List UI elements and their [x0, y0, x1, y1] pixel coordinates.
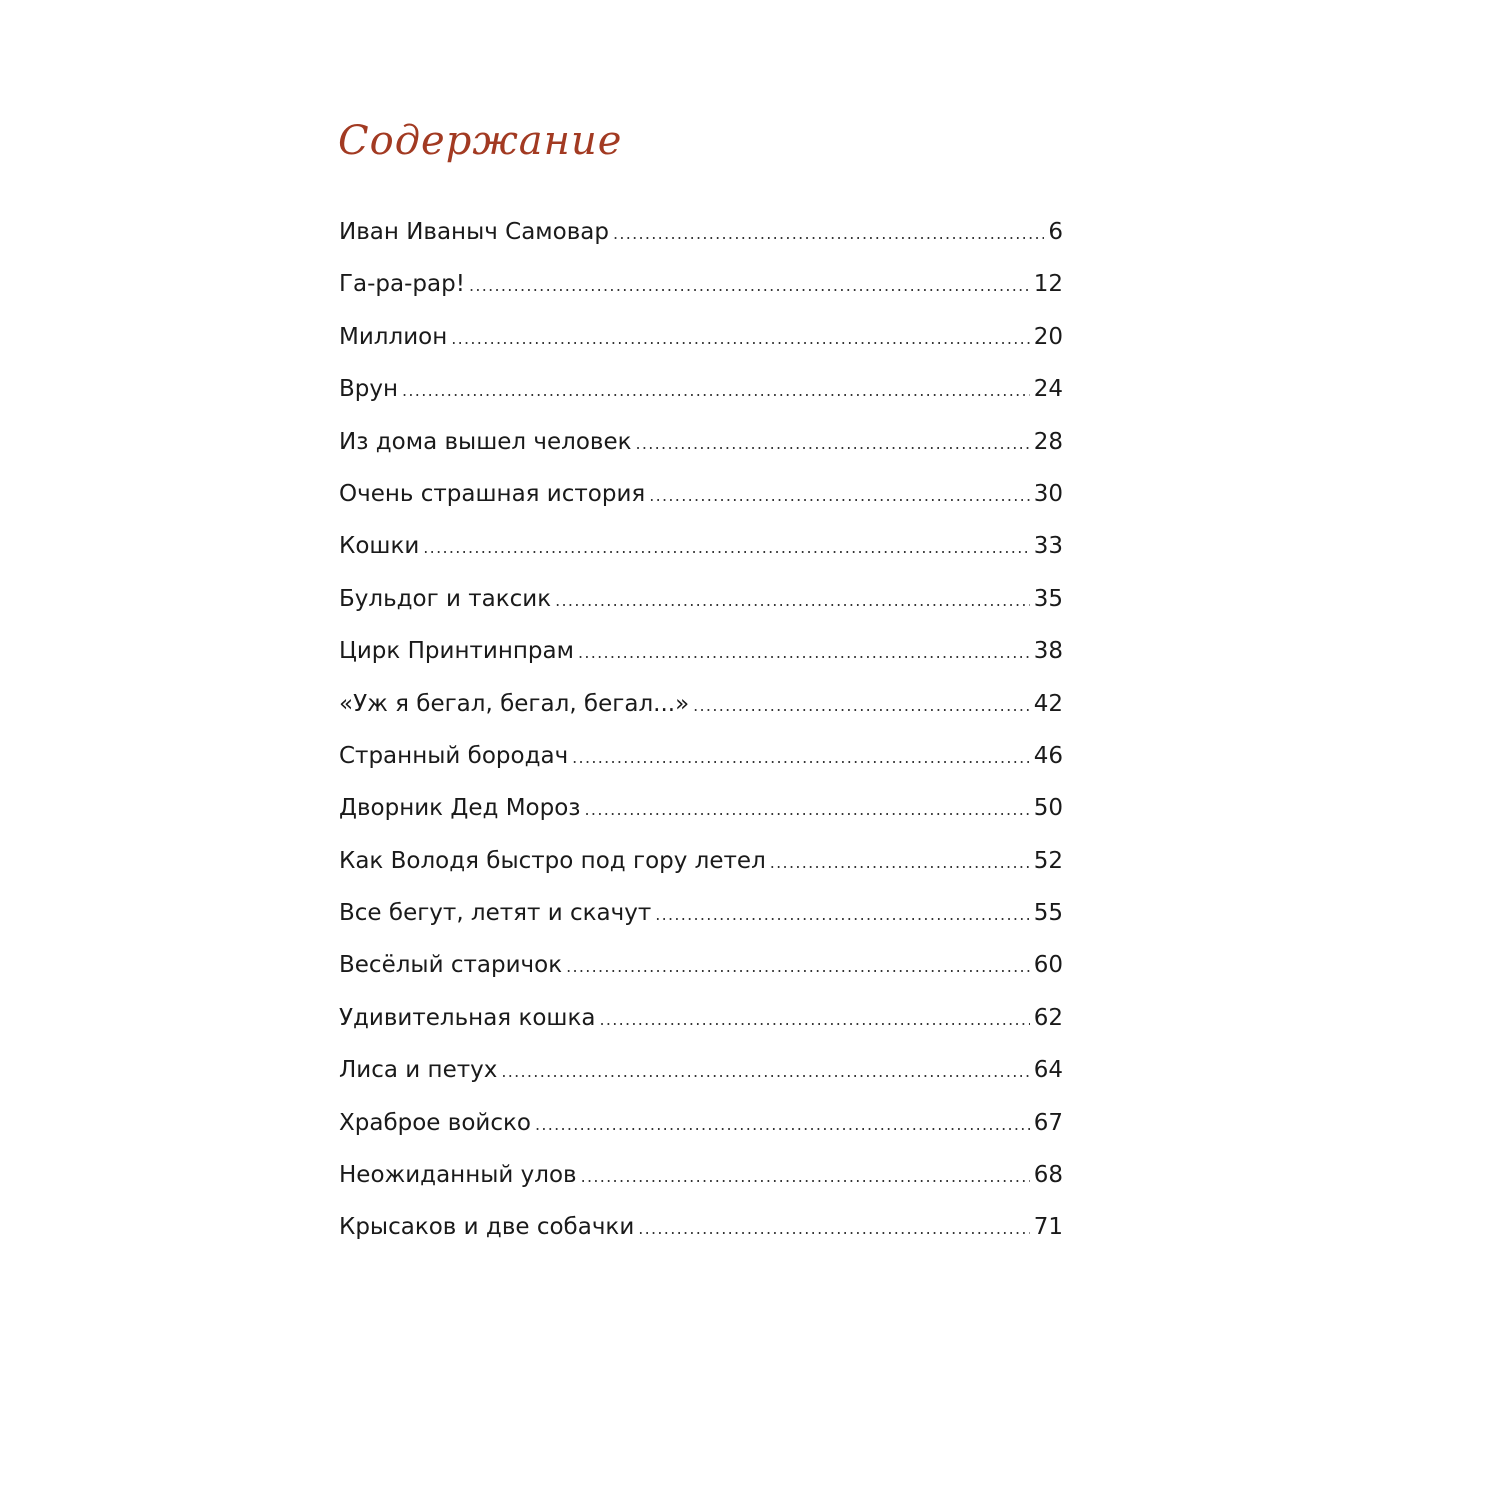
toc-entry[interactable]	[339, 1044, 1063, 1096]
toc-entry-title: Очень страшная история	[339, 480, 646, 507]
toc-entry-page: 42	[1033, 690, 1063, 717]
toc-entry-title: Врун	[339, 376, 399, 403]
dot-leader	[613, 208, 1044, 260]
dot-leader	[581, 1151, 1030, 1203]
toc-entry-page: 64	[1033, 1057, 1063, 1084]
toc-entry-title: Крысаков и две собачки	[339, 1214, 635, 1241]
dot-leader	[501, 1046, 1029, 1098]
toc-entry-page: 67	[1033, 1109, 1063, 1136]
toc-entry-page: 12	[1033, 271, 1063, 298]
toc-entry-title: Все бегут, летят и скачут	[339, 900, 652, 927]
toc-entry[interactable]	[339, 835, 1063, 887]
toc-entry-page: 35	[1033, 585, 1063, 612]
toc-entry-title: Храброе войско	[339, 1109, 531, 1136]
dot-leader	[578, 627, 1030, 679]
toc-entry[interactable]	[339, 1097, 1063, 1149]
toc-entry[interactable]	[339, 730, 1063, 782]
toc-entry[interactable]	[339, 258, 1063, 310]
toc-entry[interactable]	[339, 939, 1063, 991]
toc-entry[interactable]	[339, 1149, 1063, 1201]
toc-entry-title: Весёлый старичок	[339, 952, 563, 979]
dot-leader	[693, 680, 1030, 732]
toc-entry-title: Неожиданный улов	[339, 1162, 577, 1189]
dot-leader	[566, 941, 1030, 993]
toc-entry-title: «Уж я бегал, бегал, бегал...»	[339, 690, 690, 717]
dot-leader	[572, 732, 1030, 784]
dot-leader	[555, 575, 1030, 627]
toc-entry[interactable]	[339, 520, 1063, 572]
toc-entry[interactable]	[339, 887, 1063, 939]
dot-leader	[423, 522, 1029, 574]
toc-entry-page: 30	[1033, 480, 1063, 507]
toc-entry[interactable]	[339, 678, 1063, 730]
dot-leader	[469, 260, 1030, 312]
dot-leader	[649, 470, 1029, 522]
toc-entry-page: 52	[1033, 847, 1063, 874]
dot-leader	[599, 994, 1029, 1046]
toc-entry-page: 46	[1033, 742, 1063, 769]
toc-entry-title: Лиса и петух	[339, 1057, 498, 1084]
toc-entry-page: 71	[1033, 1214, 1063, 1241]
toc-entry[interactable]	[339, 311, 1063, 363]
toc-entry-page: 38	[1033, 638, 1063, 665]
toc-entry-title: Кошки	[339, 533, 420, 560]
dot-leader	[402, 365, 1030, 417]
toc-entry[interactable]	[339, 468, 1063, 520]
toc-entry[interactable]	[339, 206, 1063, 258]
toc-entry[interactable]	[339, 1201, 1063, 1253]
toc-entry-title: Удивительная кошка	[339, 1004, 596, 1031]
toc-entry-title: Цирк Принтинпрам	[339, 638, 574, 665]
toc-entry-page: 62	[1033, 1004, 1063, 1031]
toc-entry-page: 33	[1033, 533, 1063, 560]
dot-leader	[655, 889, 1030, 941]
dot-leader	[535, 1099, 1030, 1151]
toc-entry-page: 50	[1033, 795, 1063, 822]
dot-leader	[770, 837, 1030, 889]
dot-leader	[638, 1203, 1029, 1255]
toc-heading: Содержание	[338, 118, 623, 164]
toc-entry[interactable]	[339, 782, 1063, 834]
toc-entry-page: 6	[1048, 219, 1063, 245]
dot-leader	[585, 784, 1030, 836]
toc-entry-title: Странный бородач	[339, 742, 569, 769]
toc-entry[interactable]	[339, 573, 1063, 625]
toc-entry-title: Как Володя быстро под гору летел	[339, 847, 766, 874]
toc-entry-page: 55	[1033, 900, 1063, 927]
toc-entry-title: Из дома вышел человек	[339, 428, 632, 455]
toc-list	[339, 206, 1063, 1254]
toc-entry-title: Га-ра-рар!	[339, 271, 465, 298]
toc-entry[interactable]	[339, 363, 1063, 415]
toc-entry-title: Бульдог и таксик	[339, 585, 552, 612]
toc-entry-page: 28	[1033, 428, 1063, 455]
toc-entry-title: Иван Иваныч Самовар	[339, 219, 609, 245]
toc-entry-page: 60	[1033, 952, 1063, 979]
toc-entry[interactable]	[339, 992, 1063, 1044]
dot-leader	[636, 418, 1030, 470]
toc-entry[interactable]	[339, 625, 1063, 677]
toc-entry-title: Дворник Дед Мороз	[339, 795, 581, 822]
dot-leader	[451, 313, 1029, 365]
toc-entry-title: Миллион	[339, 323, 448, 350]
toc-entry-page: 24	[1033, 376, 1063, 403]
toc-entry-page: 68	[1033, 1162, 1063, 1189]
toc-entry[interactable]	[339, 416, 1063, 468]
toc-entry-page: 20	[1033, 323, 1063, 350]
